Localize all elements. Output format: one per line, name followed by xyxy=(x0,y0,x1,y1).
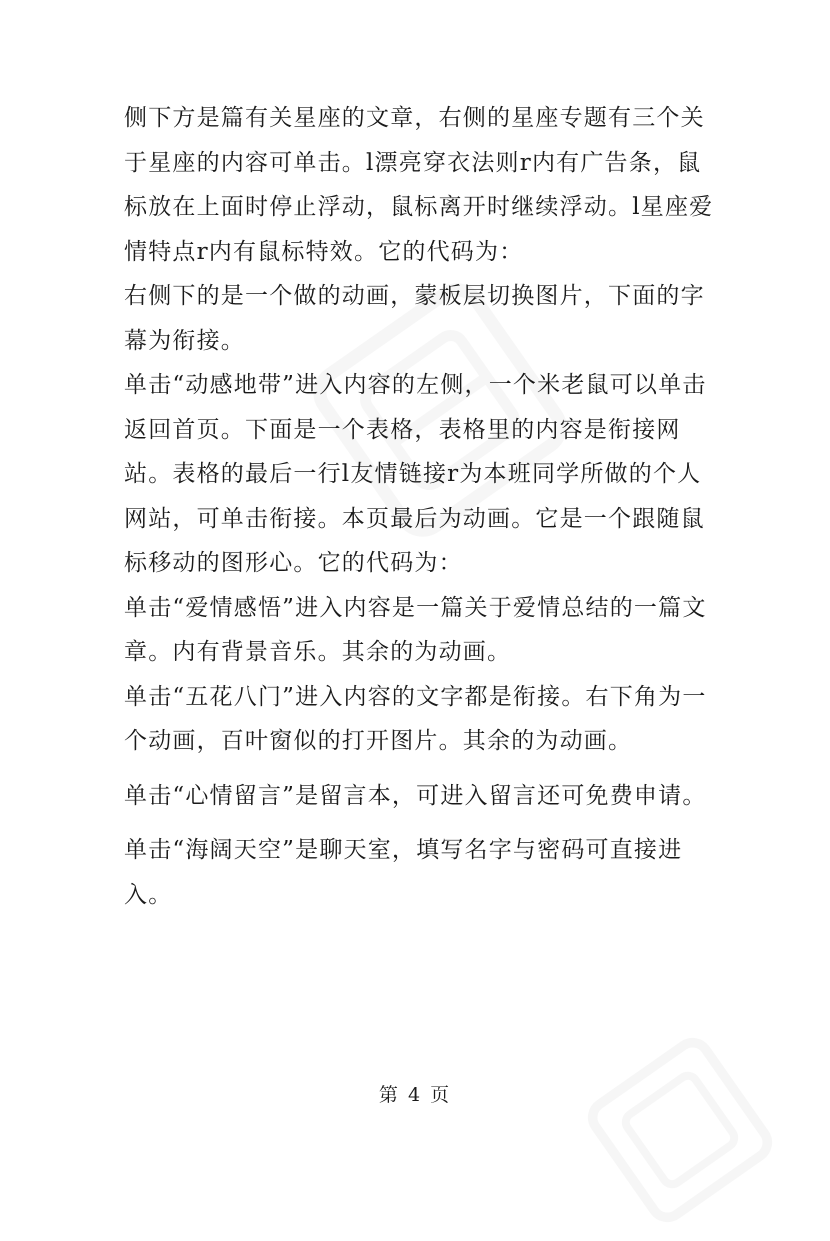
paragraph-miscellany: 单击“五花八门”进入内容的文字都是衔接。右下角为一个动画，百叶窗似的打开图片。其余的为动画。 xyxy=(124,683,707,754)
paragraph-love-insight: 单击“爱情感悟”进入内容是一篇关于爱情总结的一篇文章。内有背景音乐。其余的为动画。 xyxy=(124,594,707,665)
page-number: 第 4 页 xyxy=(378,1084,452,1106)
watermark-logo-icon xyxy=(569,1019,792,1241)
document-body xyxy=(124,96,724,917)
paragraph-chatroom: 单击“海阔天空”是聊天室，填写名字与密码可直接进入。 xyxy=(124,837,683,908)
paragraph-constellation: 侧下方是篇有关星座的文章，右侧的星座专题有三个关于星座的内容可单击。l漂亮穿衣法则r内有广告条，鼠标放在上面时停止浮动，鼠标离开时继续浮动。l星座爱情特点r内有鼠标特效。它的代码为： xyxy=(124,105,714,265)
paragraph-guestbook: 单击“心情留言”是留言本，可进入留言还可免费申请。 xyxy=(124,782,707,809)
paragraph-dynamic-zone: 单击“动感地带”进入内容的左侧，一个米老鼠可以单击返回首页。下面是一个表格，表格里的内容是衔接网站。表格的最后一行l友情链接r为本班同学所做的个人网站，可单击衔接。本页最后为动画。它是一个跟随鼠标移动的图形心。它的代码为： xyxy=(124,372,707,576)
paragraph-animation: 右侧下的是一个做的动画，蒙板层切换图片，下面的字幕为衔接。 xyxy=(124,283,705,354)
